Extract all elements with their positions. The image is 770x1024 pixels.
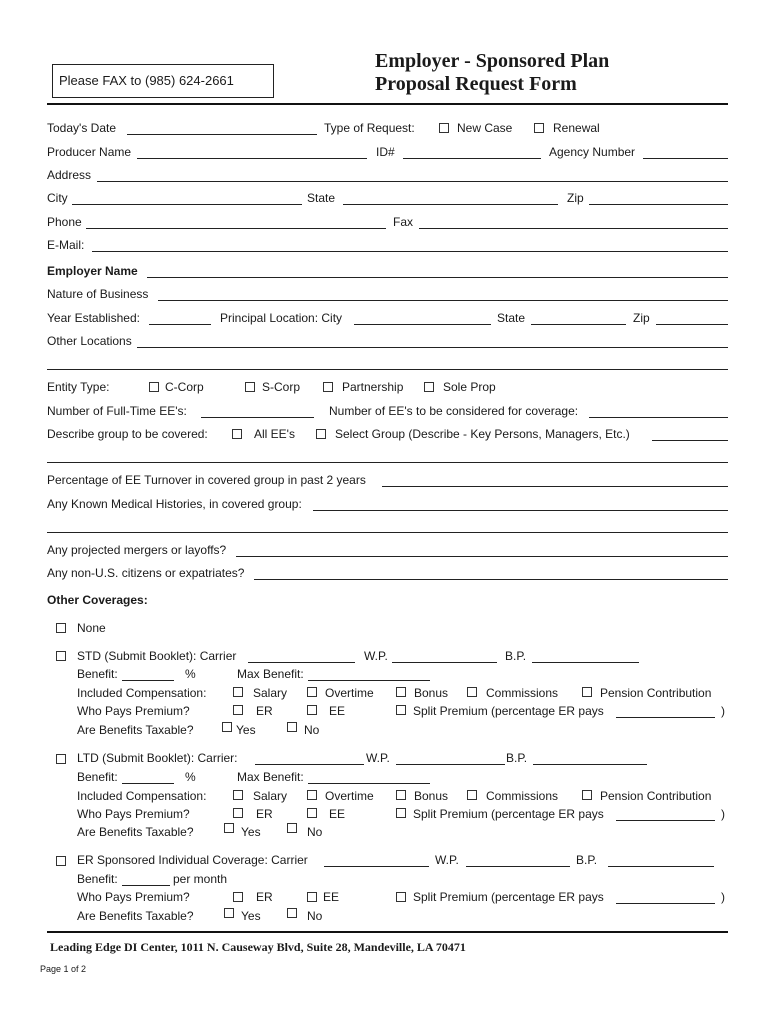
ees-considered-label: Number of EE's to be considered for coverage:: [329, 404, 579, 418]
none-label: None: [77, 621, 106, 635]
select-group-field-2[interactable]: [47, 462, 728, 463]
ltd-carrier-field[interactable]: [255, 764, 364, 765]
std-max-benefit-label: Max Benefit:: [237, 667, 304, 681]
ltd-who-pays-label: Who Pays Premium?: [77, 807, 190, 821]
ltd-wp-field[interactable]: [396, 764, 505, 765]
agency-number-field[interactable]: [643, 158, 728, 159]
other-locations-label: Other Locations: [47, 334, 132, 348]
std-who-pays-label: Who Pays Premium?: [77, 704, 190, 718]
er-individual-checkbox[interactable]: [56, 856, 66, 866]
ltd-split-close: ): [721, 807, 725, 821]
std-split-checkbox[interactable]: [396, 705, 406, 715]
producer-name-label: Producer Name: [47, 145, 132, 159]
type-of-request-label: Type of Request:: [324, 121, 415, 135]
describe-group-label: Describe group to be covered:: [47, 427, 208, 441]
city-field[interactable]: [72, 204, 302, 205]
full-time-ees-field[interactable]: [201, 417, 314, 418]
city-label: City: [47, 191, 68, 205]
std-salary-label: Salary: [253, 686, 288, 700]
ltd-er-label: ER: [256, 807, 273, 821]
std-checkbox[interactable]: [56, 651, 66, 661]
footer-divider: [47, 931, 728, 933]
none-checkbox[interactable]: [56, 623, 66, 633]
ltd-commissions-checkbox[interactable]: [467, 790, 477, 800]
ltd-benefit-field[interactable]: [122, 783, 174, 784]
er-individual-per-month: per month: [173, 872, 228, 886]
principal-city-field[interactable]: [354, 324, 491, 325]
medical-histories-label: Any Known Medical Histories, in covered group:: [47, 497, 302, 511]
std-ee-checkbox[interactable]: [307, 705, 317, 715]
producer-name-field[interactable]: [137, 158, 367, 159]
new-case-checkbox[interactable]: [439, 123, 449, 133]
medical-histories-field[interactable]: [313, 510, 728, 511]
ltd-overtime-checkbox[interactable]: [307, 790, 317, 800]
non-us-citizens-label: Any non-U.S. citizens or expatriates?: [47, 566, 245, 580]
phone-label: Phone: [47, 215, 82, 229]
std-split-label: Split Premium (percentage ER pays: [413, 704, 604, 718]
sole-prop-checkbox[interactable]: [424, 382, 434, 392]
er-individual-benefit-label: Benefit:: [77, 872, 118, 886]
ltd-wp-label: W.P.: [366, 751, 390, 765]
email-label: E-Mail:: [47, 238, 85, 252]
employer-name-label: Employer Name: [47, 264, 138, 278]
ltd-bonus-label: Bonus: [414, 789, 449, 803]
ltd-carrier-label: LTD (Submit Booklet): Carrier:: [77, 751, 238, 765]
std-commissions-label: Commissions: [486, 686, 559, 700]
ltd-max-benefit-label: Max Benefit:: [237, 770, 304, 784]
principal-state-field[interactable]: [531, 324, 626, 325]
all-ees-label: All EE's: [254, 427, 295, 441]
ltd-yes-label: Yes: [241, 825, 261, 839]
employer-name-field[interactable]: [147, 277, 728, 278]
phone-field[interactable]: [86, 228, 386, 229]
std-yes-label: Yes: [236, 723, 256, 737]
fax-notice: Please FAX to (985) 624-2661: [52, 64, 274, 98]
er-individual-er-label: ER: [256, 890, 273, 904]
std-no-checkbox[interactable]: [287, 722, 297, 732]
principal-city-label: Principal Location: City: [220, 311, 343, 325]
ltd-split-label: Split Premium (percentage ER pays: [413, 807, 604, 821]
partnership-checkbox[interactable]: [323, 382, 333, 392]
full-time-ees-label: Number of Full-Time EE's:: [47, 404, 187, 418]
new-case-label: New Case: [457, 121, 513, 135]
er-individual-bp-label: B.P.: [576, 853, 598, 867]
er-individual-split-field[interactable]: [616, 903, 715, 904]
std-included-comp-label: Included Compensation:: [77, 686, 207, 700]
ltd-bp-label: B.P.: [506, 751, 528, 765]
select-group-field[interactable]: [652, 440, 728, 441]
page-number: Page 1 of 2: [40, 964, 87, 974]
form-title-line2: Proposal Request Form: [375, 73, 577, 95]
address-label: Address: [47, 168, 92, 182]
fax-label: Fax: [393, 215, 414, 229]
std-split-close: ): [721, 704, 725, 718]
renewal-label: Renewal: [553, 121, 600, 135]
ltd-no-checkbox[interactable]: [287, 823, 297, 833]
std-bp-label: B.P.: [505, 649, 527, 663]
zip-field[interactable]: [589, 204, 728, 205]
er-individual-taxable-label: Are Benefits Taxable?: [77, 909, 194, 923]
std-max-benefit-field[interactable]: [308, 680, 430, 681]
std-split-field[interactable]: [616, 717, 715, 718]
std-overtime-checkbox[interactable]: [307, 687, 317, 697]
sole-prop-label: Sole Prop: [443, 380, 496, 394]
er-individual-split-close: ): [721, 890, 725, 904]
std-overtime-label: Overtime: [325, 686, 374, 700]
er-individual-er-checkbox[interactable]: [233, 892, 243, 902]
ltd-no-label: No: [307, 825, 323, 839]
std-carrier-field[interactable]: [248, 662, 355, 663]
std-no-label: No: [304, 723, 320, 737]
id-field[interactable]: [403, 158, 541, 159]
other-locations-field[interactable]: [137, 347, 728, 348]
turnover-field[interactable]: [382, 486, 728, 487]
std-percent-sign: %: [185, 667, 196, 681]
er-individual-yes-label: Yes: [241, 909, 261, 923]
entity-type-label: Entity Type:: [47, 380, 110, 394]
medical-histories-field-2[interactable]: [47, 532, 728, 533]
ltd-pension-label: Pension Contribution: [600, 789, 712, 803]
std-wp-label: W.P.: [364, 649, 388, 663]
ltd-checkbox[interactable]: [56, 754, 66, 764]
ltd-yes-checkbox[interactable]: [224, 823, 234, 833]
turnover-label: Percentage of EE Turnover in covered group in past 2 years: [47, 473, 366, 487]
ltd-taxable-label: Are Benefits Taxable?: [77, 825, 194, 839]
ltd-ee-label: EE: [329, 807, 346, 821]
agency-number-label: Agency Number: [549, 145, 636, 159]
address-field[interactable]: [97, 181, 728, 182]
footer-address: Leading Edge DI Center, 1011 N. Causeway Blvd, Suite 28, Mandeville, LA 70471: [50, 940, 466, 954]
std-wp-field[interactable]: [392, 662, 497, 663]
nature-of-business-field[interactable]: [158, 300, 728, 301]
ltd-percent-sign: %: [185, 770, 196, 784]
email-field[interactable]: [92, 251, 728, 252]
todays-date-label: Today's Date: [47, 121, 116, 135]
ltd-split-checkbox[interactable]: [396, 808, 406, 818]
s-corp-label: S-Corp: [262, 380, 301, 394]
other-coverages-heading: Other Coverages:: [47, 593, 148, 607]
header-divider: [47, 103, 728, 105]
principal-zip-field[interactable]: [656, 324, 728, 325]
er-individual-benefit-field[interactable]: [122, 885, 170, 886]
ltd-er-checkbox[interactable]: [233, 808, 243, 818]
ltd-bonus-checkbox[interactable]: [396, 790, 406, 800]
std-ee-label: EE: [329, 704, 346, 718]
std-yes-checkbox[interactable]: [222, 722, 232, 732]
ltd-bp-field[interactable]: [533, 764, 647, 765]
principal-zip-label: Zip: [633, 311, 650, 325]
std-bonus-label: Bonus: [414, 686, 449, 700]
er-individual-who-pays-label: Who Pays Premium?: [77, 890, 190, 904]
all-ees-checkbox[interactable]: [232, 429, 242, 439]
partnership-label: Partnership: [342, 380, 404, 394]
std-commissions-checkbox[interactable]: [467, 687, 477, 697]
ltd-overtime-label: Overtime: [325, 789, 374, 803]
id-label: ID#: [376, 145, 395, 159]
zip-label: Zip: [567, 191, 584, 205]
mergers-field[interactable]: [236, 556, 728, 557]
er-individual-no-checkbox[interactable]: [287, 908, 297, 918]
std-bp-field[interactable]: [532, 662, 639, 663]
todays-date-field[interactable]: [127, 134, 317, 135]
fax-field[interactable]: [419, 228, 728, 229]
std-benefit-field[interactable]: [122, 680, 174, 681]
er-individual-carrier-label: ER Sponsored Individual Coverage: Carrier: [77, 853, 308, 867]
er-individual-ee-checkbox[interactable]: [307, 892, 317, 902]
std-benefit-label: Benefit:: [77, 667, 118, 681]
std-er-checkbox[interactable]: [233, 705, 243, 715]
ltd-max-benefit-field[interactable]: [308, 783, 430, 784]
er-individual-wp-field[interactable]: [466, 866, 570, 867]
er-individual-yes-checkbox[interactable]: [224, 908, 234, 918]
ltd-commissions-label: Commissions: [486, 789, 559, 803]
er-individual-wp-label: W.P.: [435, 853, 459, 867]
er-individual-carrier-field[interactable]: [324, 866, 429, 867]
ltd-benefit-label: Benefit:: [77, 770, 118, 784]
std-carrier-label: STD (Submit Booklet): Carrier: [77, 649, 237, 663]
c-corp-checkbox[interactable]: [149, 382, 159, 392]
ltd-included-comp-label: Included Compensation:: [77, 789, 207, 803]
form-title-line1: Employer - Sponsored Plan: [375, 50, 610, 72]
er-individual-split-label: Split Premium (percentage ER pays: [413, 890, 604, 904]
nature-of-business-label: Nature of Business: [47, 287, 149, 301]
er-individual-split-checkbox[interactable]: [396, 892, 406, 902]
state-field[interactable]: [343, 204, 558, 205]
c-corp-label: C-Corp: [165, 380, 204, 394]
year-established-field[interactable]: [149, 324, 211, 325]
er-individual-no-label: No: [307, 909, 323, 923]
std-bonus-checkbox[interactable]: [396, 687, 406, 697]
non-us-citizens-field[interactable]: [254, 579, 728, 580]
other-locations-field-2[interactable]: [47, 369, 728, 370]
ltd-pension-checkbox[interactable]: [582, 790, 592, 800]
std-salary-checkbox[interactable]: [233, 687, 243, 697]
year-established-label: Year Established:: [47, 311, 140, 325]
ltd-ee-checkbox[interactable]: [307, 808, 317, 818]
principal-state-label: State: [497, 311, 526, 325]
std-pension-label: Pension Contribution: [600, 686, 712, 700]
ltd-salary-label: Salary: [253, 789, 288, 803]
std-er-label: ER: [256, 704, 273, 718]
std-pension-checkbox[interactable]: [582, 687, 592, 697]
select-group-checkbox[interactable]: [316, 429, 326, 439]
er-individual-ee-label: EE: [323, 890, 340, 904]
state-label: State: [307, 191, 336, 205]
ltd-split-field[interactable]: [616, 820, 715, 821]
ltd-salary-checkbox[interactable]: [233, 790, 243, 800]
select-group-label: Select Group (Describe - Key Persons, Managers, Etc.): [335, 427, 630, 441]
mergers-label: Any projected mergers or layoffs?: [47, 543, 227, 557]
s-corp-checkbox[interactable]: [245, 382, 255, 392]
renewal-checkbox[interactable]: [534, 123, 544, 133]
ees-considered-field[interactable]: [589, 417, 728, 418]
er-individual-bp-field[interactable]: [608, 866, 714, 867]
std-taxable-label: Are Benefits Taxable?: [77, 723, 194, 737]
